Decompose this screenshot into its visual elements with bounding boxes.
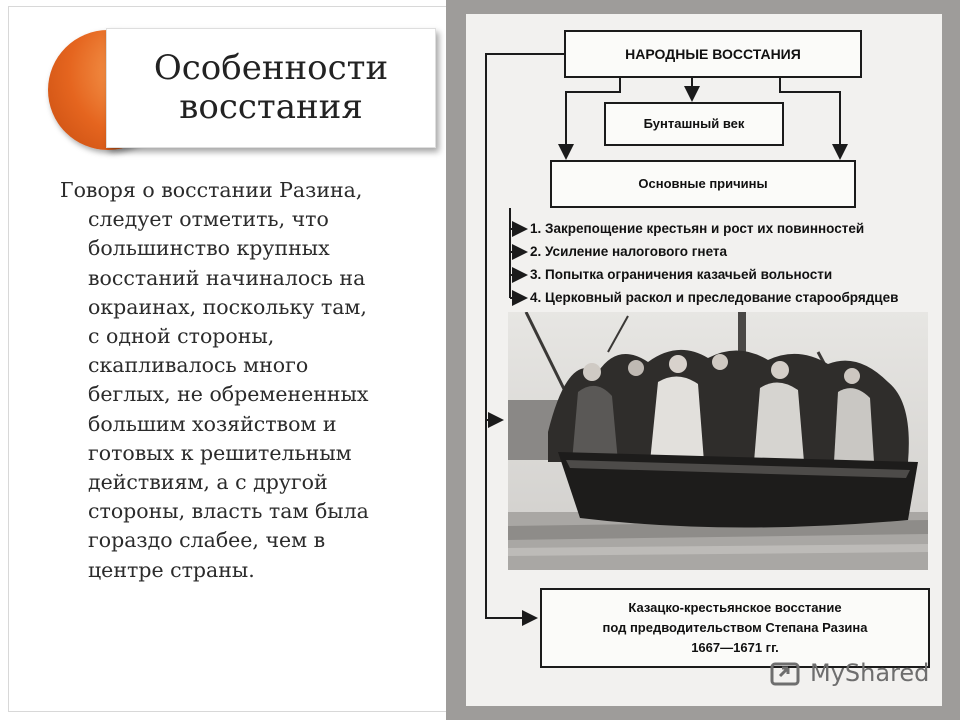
arrow-spine-to-razin: [486, 54, 564, 618]
cause-item: 1. Закрепощение крестьян и рост их повинностей: [530, 221, 865, 236]
body-line: беглых, не обремененных: [88, 382, 369, 407]
box-rebellious-century-label: Бунташный век: [643, 116, 745, 131]
arrow-top-to-causes-left: [566, 78, 620, 158]
body-line: скапливалось много: [88, 353, 309, 378]
body-line: с одной стороны,: [88, 324, 275, 349]
razin-line: под предводительством Степана Разина: [602, 620, 868, 635]
watermark: [770, 656, 929, 690]
title-line-1: Особенности: [153, 47, 389, 88]
cause-item: 2. Усиление налогового гнета: [530, 244, 728, 259]
body-line: гораздо слабее, чем в: [88, 528, 326, 553]
body-line: окраинах, поскольку там,: [88, 294, 367, 319]
arrow-top-to-causes-right: [780, 78, 840, 158]
watermark-text: MyShared: [810, 659, 930, 687]
body-line: готовых к решительным: [88, 440, 352, 465]
body-line: восстаний начиналось на: [88, 265, 366, 290]
box-popular-uprisings-label: НАРОДНЫЕ ВОССТАНИЯ: [625, 46, 801, 62]
body-line: стороны, власть там была: [88, 499, 369, 524]
share-logo-icon: [770, 658, 804, 688]
cause-item: 4. Церковный раскол и преследование старообрядцев: [530, 290, 899, 305]
body-line: следует отметить, что: [88, 207, 329, 232]
cause-item: 3. Попытка ограничения казачьей вольности: [530, 267, 833, 282]
razin-line: Казацко-крестьянское восстание: [628, 600, 842, 615]
body-line: большим хозяйством и: [88, 411, 337, 436]
body-line: центре страны.: [88, 557, 255, 582]
body-line: Говоря о восстании Разина,: [60, 178, 363, 202]
body-line: действиям, а с другой: [88, 470, 328, 495]
razin-line: 1667—1671 гг.: [691, 640, 779, 655]
body-line: большинство крупных: [88, 236, 330, 261]
title-line-2: восстания: [179, 87, 363, 127]
box-main-causes-label: Основные причины: [638, 176, 768, 191]
